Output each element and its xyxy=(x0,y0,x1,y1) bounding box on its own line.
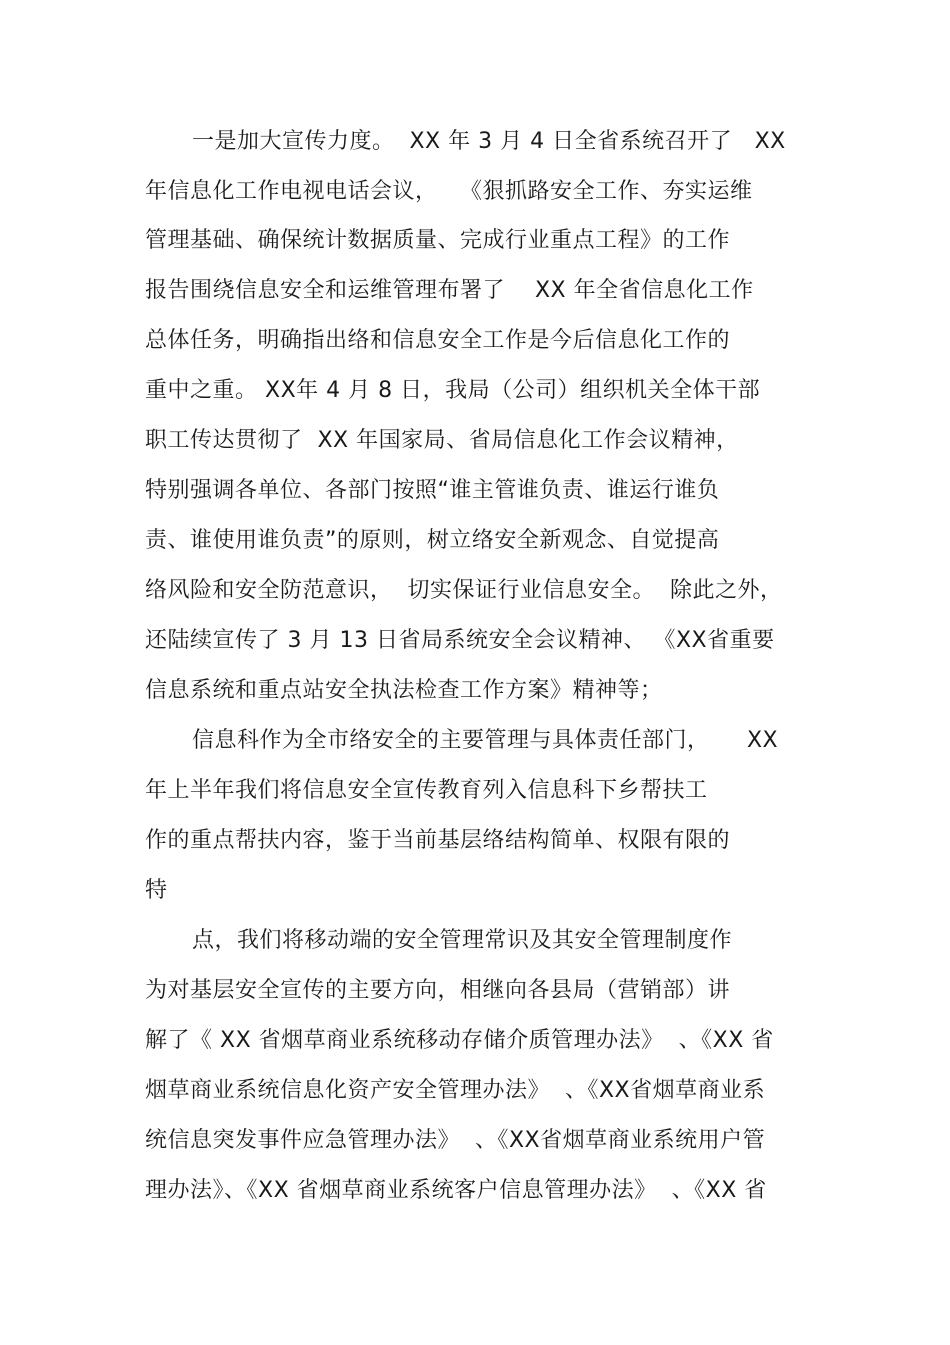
text-line: 特别强调各单位、各部门按照“谁主管谁负责、谁运行谁负 xyxy=(145,478,720,503)
text-line: 络风险和安全防范意识， 切实保证行业信息安全。 除此之外， xyxy=(145,578,783,603)
text-line: 还陆续宣传了 3 月 13 日省局系统安全会议精神、 《XX省重要 xyxy=(145,628,775,653)
text-line: 统信息突发事件应急管理办法》 、《XX省烟草商业系统用户管 xyxy=(145,1128,766,1153)
text-line: 年上半年我们将信息安全宣传教育列入信息科下乡帮扶工 xyxy=(145,778,708,803)
text-line: 信息科作为全市络安全的主要管理与具体责任部门， XX xyxy=(192,728,779,753)
text-line: 信息系统和重点站安全执法检查工作方案》精神等； xyxy=(145,678,663,703)
text-line: 作的重点帮扶内容，鉴于当前基层络结构简单、权限有限的 xyxy=(145,828,731,853)
text-line: 点，我们将移动端的安全管理常识及其安全管理制度作 xyxy=(192,928,733,953)
text-line: 特 xyxy=(145,878,168,903)
text-line: 烟草商业系统信息化资产安全管理办法》 、《XX省烟草商业系 xyxy=(145,1078,766,1103)
text-line: 管理基础、确保统计数据质量、完成行业重点工程》的工作 xyxy=(145,228,731,253)
text-line: 一是加大宣传力度。 XX 年 3 月 4 日全省系统召开了 XX xyxy=(192,129,786,154)
text-line: 为对基层安全宣传的主要方向，相继向各县局（营销部）讲 xyxy=(145,978,731,1003)
text-line: 理办法》、《XX 省烟草商业系统客户信息管理办法》 、《XX 省 xyxy=(145,1178,767,1203)
text-line: 解了《 XX 省烟草商业系统移动存储介质管理办法》 、《XX 省 xyxy=(145,1028,774,1053)
text-line: 重中之重。 XX年 4 月 8 日，我局（公司）组织机关全体干部 xyxy=(145,378,761,403)
text-line: 总体任务，明确指出络和信息安全工作是今后信息化工作的 xyxy=(145,328,731,353)
text-line: 报告围绕信息安全和运维管理布署了 XX 年全省信息化工作 xyxy=(145,278,754,303)
text-line: 年信息化工作电视电话会议， 《狠抓路安全工作、夯实运维 xyxy=(145,179,753,204)
text-line: 责、谁使用谁负责”的原则，树立络安全新观念、自觉提高 xyxy=(145,528,720,553)
text-line: 职工传达贯彻了 XX 年国家局、省局信息化工作会议精神， xyxy=(145,428,739,453)
